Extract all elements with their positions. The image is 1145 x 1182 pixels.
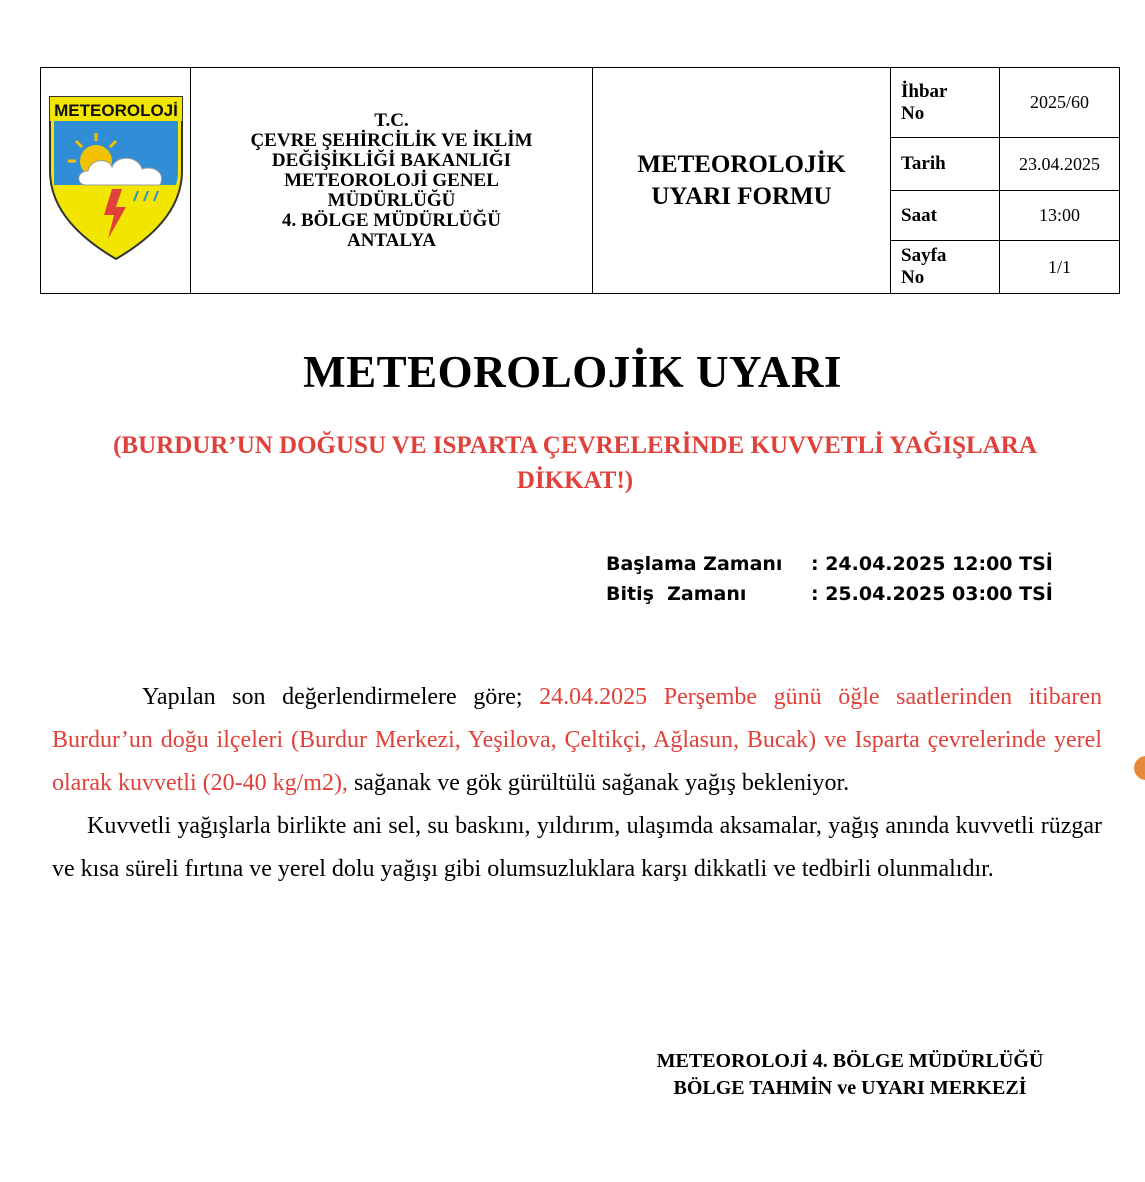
page-title: METEOROLOJİK UYARI: [303, 347, 842, 397]
meteoroloji-logo: [46, 93, 186, 263]
end-time-label: Bitiş Zamanı: [606, 583, 747, 605]
subtitle-line: (BURDUR’UN DOĞUSU VE ISPARTA ÇEVRELERİNDE KUVVETLİ YAĞIŞLARA: [113, 432, 1037, 459]
form-title-line: UYARI FORMU: [651, 182, 832, 210]
sayfa-label: Sayfa No: [891, 241, 1000, 294]
start-time-label: Başlama Zamanı: [606, 553, 783, 575]
saat-label: Saat: [891, 191, 1000, 241]
body-paragraph-1: [52, 676, 1102, 805]
subtitle-line: DİKKAT!): [516, 467, 634, 494]
ihbar-value: 2025/60: [1000, 68, 1120, 138]
logo-text: METEOROLOJİ: [53, 101, 178, 120]
end-time-row: [606, 579, 1053, 609]
validity-times: [606, 549, 1053, 609]
org-line: ANTALYA: [346, 229, 437, 251]
org-line: DEĞİŞİKLİĞİ BAKANLIĞI: [271, 149, 512, 171]
tarih-value: 23.04.2025: [1000, 138, 1120, 191]
org-line: METEOROLOJİ GENEL: [284, 169, 499, 191]
body-rest: sağanak ve gök gürültülü sağanak yağış bekleniyor.: [347, 770, 850, 796]
org-line: MÜDÜRLÜĞÜ: [327, 189, 456, 211]
body-highlight: 24.04.2025 Perşembe günü öğle saatlerinden itibaren Burdur’un doğu ilçeleri (Burdur Merkezi, Yeşilova, Çeltikçi, Ağlasun, Bucak) ve Isparta çevrelerinde yerel olarak kuvvetli (20-40 kg/m2),: [52, 684, 1102, 796]
end-time-value: : 25.04.2025 03:00 TSİ: [811, 583, 1053, 605]
form-title-cell: [593, 68, 891, 294]
org-line: ÇEVRE ŞEHİRCİLİK VE İKLİM: [250, 129, 533, 151]
warning-body: [52, 676, 1102, 891]
tarih-label: Tarih: [891, 138, 1000, 191]
logo-cell: [41, 68, 191, 294]
form-title-line: METEOROLOJİK: [637, 150, 846, 178]
header-table: [40, 67, 1120, 294]
sayfa-value: 1/1: [1000, 241, 1120, 294]
signature-line-1: METEOROLOJİ 4. BÖLGE MÜDÜRLÜĞÜ: [656, 1050, 1044, 1072]
body-paragraph-2: Kuvvetli yağışlarla birlikte ani sel, su baskını, yıldırım, ulaşımda aksamalar, yağış anında kuvvetli rüzgar ve kısa süreli fırtına ve yerel dolu yağışı gibi olumsuzluklara karşı dikkatli ve tedbirli olunmalıdır.: [52, 813, 1102, 882]
signature-line-2: BÖLGE TAHMİN ve UYARI MERKEZİ: [673, 1077, 1027, 1099]
organization-cell: [191, 68, 593, 294]
org-line: T.C.: [374, 109, 409, 131]
warning-subtitle: [45, 428, 1105, 498]
body-intro: Yapılan son değerlendirmelere göre;: [142, 684, 540, 710]
org-line: 4. BÖLGE MÜDÜRLÜĞÜ: [281, 209, 502, 231]
start-time-value: : 24.04.2025 12:00 TSİ: [811, 553, 1053, 575]
saat-value: 13:00: [1000, 191, 1120, 241]
start-time-row: [606, 549, 1053, 579]
ihbar-label: İhbar No: [891, 68, 1000, 138]
signature-block: [560, 1048, 1140, 1102]
scroll-marker[interactable]: [1134, 756, 1145, 780]
